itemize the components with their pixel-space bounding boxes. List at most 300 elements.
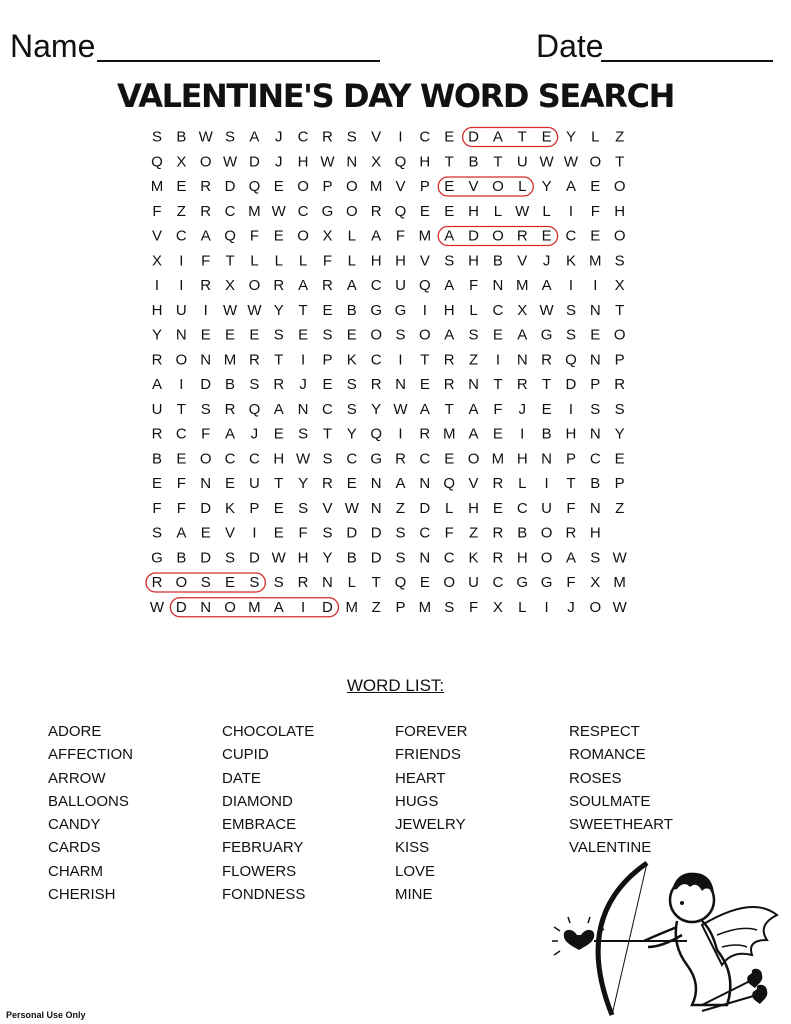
grid-letter[interactable]: I (252, 524, 257, 542)
grid-letter[interactable]: E (273, 227, 284, 245)
grid-letter[interactable]: A (492, 128, 503, 146)
grid-letter[interactable]: N (370, 475, 382, 492)
grid-letter[interactable]: S (200, 400, 211, 418)
grid-letter[interactable]: Q (224, 227, 236, 245)
grid-letter[interactable]: C (492, 574, 504, 591)
grid-letter[interactable]: S (346, 128, 357, 146)
grid-letter[interactable]: P (614, 351, 625, 369)
grid-letter[interactable]: E (176, 178, 187, 195)
grid-letter[interactable]: S (298, 499, 309, 517)
grid-letter[interactable]: D (248, 153, 260, 171)
grid-letter[interactable]: I (568, 202, 574, 220)
grid-letter[interactable]: W (271, 202, 286, 220)
grid-letter[interactable]: H (297, 153, 309, 171)
grid-letter[interactable]: C (589, 450, 601, 468)
grid-letter[interactable]: N (346, 153, 358, 171)
grid-letter[interactable]: F (444, 524, 454, 542)
grid-letter[interactable]: O (467, 450, 480, 468)
grid-letter[interactable]: E (419, 574, 430, 591)
grid-letter[interactable]: S (614, 400, 625, 418)
grid-letter[interactable]: T (444, 153, 454, 171)
grid-letter[interactable]: T (444, 400, 454, 418)
grid-letter[interactable]: A (468, 400, 479, 418)
grid-letter[interactable]: H (468, 202, 479, 220)
grid-letter[interactable]: T (371, 574, 381, 591)
grid-letter[interactable]: V (151, 227, 163, 245)
grid-letter[interactable]: E (444, 178, 455, 195)
grid-letter[interactable]: Y (346, 425, 357, 443)
grid-letter[interactable]: D (565, 376, 577, 393)
grid-letter[interactable]: E (614, 450, 625, 468)
grid-letter[interactable]: C (492, 301, 504, 319)
grid-letter[interactable]: M (223, 351, 237, 369)
grid-letter[interactable]: C (419, 128, 431, 146)
grid-letter[interactable]: R (565, 524, 577, 542)
grid-letter[interactable]: O (613, 326, 626, 344)
grid-letter[interactable]: D (200, 499, 212, 517)
grid-letter[interactable]: W (271, 549, 286, 567)
grid-letter[interactable]: E (273, 524, 284, 542)
grid-letter[interactable]: C (443, 549, 455, 567)
grid-letter[interactable]: R (200, 178, 212, 195)
grid-letter[interactable]: N (370, 499, 382, 517)
grid-letter[interactable]: R (492, 475, 504, 492)
grid-letter[interactable]: O (492, 227, 504, 245)
grid-letter[interactable]: X (371, 153, 382, 171)
grid-letter[interactable]: C (346, 450, 358, 468)
grid-letter[interactable]: C (175, 227, 187, 245)
grid-letter[interactable]: E (492, 425, 503, 443)
grid-letter[interactable]: N (297, 400, 309, 418)
grid-letter[interactable]: C (175, 425, 187, 443)
grid-letter[interactable]: F (152, 202, 162, 220)
grid-letter[interactable]: J (299, 376, 307, 393)
grid-letter[interactable]: F (493, 400, 503, 418)
grid-letter[interactable]: S (225, 128, 236, 146)
grid-letter[interactable]: C (297, 202, 309, 220)
grid-letter[interactable]: T (615, 153, 625, 171)
grid-letter[interactable]: W (222, 153, 238, 171)
grid-letter[interactable]: F (590, 202, 600, 220)
grid-letter[interactable]: F (468, 598, 479, 616)
grid-letter[interactable]: T (517, 128, 527, 146)
grid-letter[interactable]: W (393, 400, 408, 418)
grid-letter[interactable]: D (175, 598, 187, 616)
grid-letter[interactable]: C (297, 128, 309, 146)
grid-letter[interactable]: F (176, 475, 186, 492)
grid-letter[interactable]: V (419, 252, 430, 270)
grid-letter[interactable]: T (615, 301, 625, 319)
grid-letter[interactable]: H (468, 499, 479, 517)
grid-letter[interactable]: C (224, 202, 236, 220)
grid-letter[interactable]: D (468, 128, 479, 146)
grid-letter[interactable]: Q (394, 202, 407, 220)
grid-letter[interactable]: F (566, 574, 576, 591)
grid-letter[interactable]: M (613, 574, 626, 591)
grid-letter[interactable]: C (419, 524, 431, 542)
grid-letter[interactable]: K (565, 252, 576, 270)
grid-letter[interactable]: R (516, 376, 528, 393)
grid-letter[interactable]: L (518, 178, 527, 195)
grid-letter[interactable]: I (203, 301, 208, 319)
grid-letter[interactable]: W (149, 598, 165, 616)
grid-letter[interactable]: L (250, 252, 259, 270)
grid-letter[interactable]: N (492, 277, 504, 294)
grid-letter[interactable]: Q (151, 153, 163, 171)
grid-letter[interactable]: E (273, 425, 284, 443)
grid-letter[interactable]: Z (371, 598, 381, 616)
grid-letter[interactable]: H (419, 153, 431, 171)
grid-letter[interactable]: A (395, 475, 406, 492)
grid-letter[interactable]: B (176, 549, 187, 567)
grid-letter[interactable]: R (492, 549, 504, 567)
grid-letter[interactable]: P (322, 178, 333, 195)
grid-letter[interactable]: Y (322, 549, 333, 567)
grid-letter[interactable]: S (298, 425, 309, 443)
grid-letter[interactable]: E (444, 128, 455, 146)
grid-letter[interactable]: K (346, 351, 357, 369)
grid-letter[interactable]: M (345, 598, 359, 616)
grid-letter[interactable]: N (541, 450, 553, 468)
grid-letter[interactable]: R (370, 202, 382, 220)
grid-letter[interactable]: D (224, 178, 236, 195)
grid-letter[interactable]: R (322, 475, 333, 492)
grid-letter[interactable]: R (395, 450, 406, 468)
grid-letter[interactable]: N (468, 376, 479, 393)
grid-letter[interactable]: Q (394, 153, 407, 171)
grid-letter[interactable]: E (590, 326, 601, 344)
grid-letter[interactable]: I (495, 351, 500, 369)
grid-letter[interactable]: X (614, 277, 625, 294)
grid-letter[interactable]: I (301, 351, 306, 369)
grid-letter[interactable]: U (516, 153, 528, 171)
grid-letter[interactable]: E (541, 128, 552, 146)
grid-letter[interactable]: E (225, 475, 236, 492)
grid-letter[interactable]: S (249, 574, 260, 591)
grid-letter[interactable]: E (298, 326, 309, 344)
grid-letter[interactable]: I (398, 351, 403, 369)
grid-letter[interactable]: I (422, 301, 427, 319)
grid-letter[interactable]: I (179, 376, 184, 393)
grid-letter[interactable]: A (200, 227, 211, 245)
grid-letter[interactable]: E (541, 227, 552, 245)
grid-letter[interactable]: S (151, 524, 163, 542)
grid-letter[interactable]: A (419, 400, 430, 418)
grid-letter[interactable]: L (298, 252, 308, 270)
grid-letter[interactable]: T (225, 252, 235, 270)
grid-letter[interactable]: W (563, 153, 579, 171)
grid-letter[interactable]: O (248, 277, 261, 294)
grid-letter[interactable]: L (445, 499, 454, 517)
grid-letter[interactable]: E (590, 178, 601, 195)
grid-letter[interactable]: A (225, 425, 236, 443)
grid-letter[interactable]: E (273, 178, 284, 195)
grid-letter[interactable]: B (151, 450, 163, 468)
grid-letter[interactable]: M (491, 450, 505, 468)
grid-letter[interactable]: A (273, 598, 284, 616)
grid-letter[interactable]: R (273, 277, 285, 294)
grid-letter[interactable]: E (419, 376, 430, 393)
grid-letter[interactable]: Q (248, 178, 261, 195)
grid-letter[interactable]: G (370, 301, 382, 319)
grid-letter[interactable]: Q (419, 277, 431, 294)
grid-letter[interactable]: H (443, 301, 455, 319)
grid-letter[interactable]: J (567, 598, 575, 616)
grid-letter[interactable]: W (320, 153, 335, 171)
grid-letter[interactable]: A (444, 277, 455, 294)
grid-letter[interactable]: S (200, 574, 211, 591)
grid-letter[interactable]: T (566, 475, 576, 492)
grid-letter[interactable]: L (469, 301, 478, 319)
grid-letter[interactable]: A (371, 227, 382, 245)
grid-letter[interactable]: R (151, 574, 163, 591)
grid-letter[interactable]: Y (151, 326, 163, 344)
grid-letter[interactable]: E (200, 326, 211, 344)
grid-letter[interactable]: W (515, 202, 530, 220)
grid-letter[interactable]: M (248, 598, 261, 616)
grid-letter[interactable]: I (593, 277, 598, 294)
grid-letter[interactable]: A (541, 277, 552, 294)
grid-letter[interactable]: H (395, 252, 406, 270)
grid-letter[interactable]: T (322, 425, 333, 443)
grid-letter[interactable]: A (151, 376, 163, 393)
grid-letter[interactable]: Z (395, 499, 406, 517)
grid-letter[interactable]: C (248, 450, 260, 468)
grid-letter[interactable]: I (398, 128, 403, 146)
grid-letter[interactable]: J (275, 128, 283, 146)
grid-letter[interactable]: H (297, 549, 309, 567)
grid-letter[interactable]: E (444, 202, 455, 220)
grid-letter[interactable]: C (224, 450, 236, 468)
grid-letter[interactable]: S (468, 326, 479, 344)
grid-letter[interactable]: G (540, 326, 553, 344)
grid-letter[interactable]: F (566, 499, 576, 517)
grid-letter[interactable]: L (347, 227, 356, 245)
grid-letter[interactable]: A (468, 425, 479, 443)
grid-letter[interactable]: X (590, 574, 601, 591)
grid-letter[interactable]: B (468, 153, 479, 171)
grid-letter[interactable]: L (347, 574, 356, 591)
grid-letter[interactable]: L (591, 128, 600, 146)
grid-letter[interactable]: S (273, 326, 284, 344)
grid-letter[interactable]: S (614, 252, 625, 270)
grid-letter[interactable]: O (175, 574, 188, 591)
grid-letter[interactable]: O (613, 227, 626, 245)
grid-letter[interactable]: R (297, 574, 309, 591)
grid-letter[interactable]: V (371, 128, 382, 146)
grid-letter[interactable]: Z (468, 351, 479, 369)
grid-letter[interactable]: A (273, 400, 284, 418)
grid-letter[interactable]: X (517, 301, 528, 319)
grid-letter[interactable]: H (565, 425, 577, 443)
grid-letter[interactable]: Y (298, 475, 309, 492)
grid-letter[interactable]: W (344, 499, 359, 517)
grid-letter[interactable]: P (565, 450, 576, 468)
grid-letter[interactable]: W (222, 301, 238, 319)
grid-letter[interactable]: V (517, 252, 528, 270)
grid-letter[interactable]: T (420, 351, 430, 369)
grid-letter[interactable]: E (590, 227, 601, 245)
grid-letter[interactable]: T (176, 400, 186, 418)
grid-letter[interactable]: O (345, 202, 358, 220)
grid-letter[interactable]: W (539, 153, 554, 171)
grid-letter[interactable]: E (249, 326, 260, 344)
grid-letter[interactable]: F (468, 277, 479, 294)
grid-letter[interactable]: T (274, 351, 284, 369)
grid-letter[interactable]: Y (614, 425, 625, 443)
grid-letter[interactable]: B (517, 524, 528, 542)
grid-letter[interactable]: U (151, 400, 163, 418)
grid-letter[interactable]: R (541, 351, 553, 369)
grid-letter[interactable]: W (612, 598, 627, 616)
grid-letter[interactable]: C (419, 450, 431, 468)
grid-letter[interactable]: S (395, 549, 406, 567)
grid-letter[interactable]: F (201, 252, 211, 270)
grid-letter[interactable]: F (395, 227, 406, 245)
grid-letter[interactable]: P (419, 178, 430, 195)
grid-letter[interactable]: F (249, 227, 259, 245)
grid-letter[interactable]: G (540, 574, 553, 591)
grid-letter[interactable]: V (322, 499, 333, 517)
grid-letter[interactable]: M (589, 252, 602, 270)
grid-letter[interactable]: G (516, 574, 529, 591)
grid-letter[interactable]: B (225, 376, 236, 393)
grid-letter[interactable]: B (492, 252, 503, 270)
grid-letter[interactable]: C (516, 499, 528, 517)
grid-letter[interactable]: W (247, 301, 262, 319)
grid-letter[interactable]: S (151, 128, 163, 146)
grid-letter[interactable]: V (468, 178, 479, 195)
grid-letter[interactable]: Y (565, 128, 576, 146)
grid-letter[interactable]: N (419, 549, 431, 567)
grid-letter[interactable]: E (346, 326, 357, 344)
grid-letter[interactable]: A (249, 128, 260, 146)
grid-letter[interactable]: T (298, 301, 308, 319)
grid-letter[interactable]: O (589, 598, 602, 616)
grid-letter[interactable]: T (493, 376, 503, 393)
grid-letter[interactable]: S (395, 326, 406, 344)
grid-letter[interactable]: R (322, 277, 333, 294)
grid-letter[interactable]: I (154, 277, 160, 294)
grid-letter[interactable]: F (322, 252, 333, 270)
grid-letter[interactable]: R (443, 376, 455, 393)
grid-letter[interactable]: K (468, 549, 479, 567)
grid-letter[interactable]: O (370, 326, 382, 344)
grid-letter[interactable]: Y (273, 301, 284, 319)
grid-letter[interactable]: O (297, 178, 309, 195)
grid-letter[interactable]: R (443, 351, 455, 369)
grid-letter[interactable]: H (614, 202, 626, 220)
grid-letter[interactable]: E (200, 524, 211, 542)
grid-letter[interactable]: J (275, 153, 283, 171)
grid-letter[interactable]: R (151, 351, 163, 369)
grid-letter[interactable]: B (346, 549, 357, 567)
grid-letter[interactable]: C (322, 400, 333, 418)
grid-letter[interactable]: Y (541, 178, 552, 195)
grid-letter[interactable]: L (518, 598, 527, 616)
grid-letter[interactable]: O (199, 450, 212, 468)
grid-letter[interactable]: X (492, 598, 503, 616)
grid-letter[interactable]: E (492, 326, 503, 344)
grid-letter[interactable]: O (540, 549, 553, 567)
grid-letter[interactable]: V (395, 178, 406, 195)
grid-letter[interactable]: N (419, 475, 431, 492)
grid-letter[interactable]: O (540, 524, 553, 542)
grid-letter[interactable]: W (612, 549, 627, 567)
grid-letter[interactable]: V (225, 524, 236, 542)
grid-letter[interactable]: B (590, 475, 601, 492)
grid-letter[interactable]: P (322, 351, 333, 369)
grid-letter[interactable]: W (539, 301, 554, 319)
grid-letter[interactable]: H (516, 549, 528, 567)
grid-letter[interactable]: C (565, 227, 577, 245)
grid-letter[interactable]: N (589, 351, 601, 369)
grid-letter[interactable]: L (274, 252, 283, 270)
grid-letter[interactable]: R (224, 400, 236, 418)
grid-letter[interactable]: P (249, 499, 260, 517)
grid-letter[interactable]: I (179, 277, 184, 294)
grid-letter[interactable]: Q (394, 574, 407, 591)
grid-letter[interactable]: D (200, 549, 212, 567)
grid-letter[interactable]: S (565, 326, 576, 344)
grid-letter[interactable]: Z (615, 128, 625, 146)
grid-letter[interactable]: A (444, 227, 455, 245)
grid-letter[interactable]: R (273, 376, 285, 393)
grid-letter[interactable]: N (200, 598, 212, 616)
grid-letter[interactable]: S (590, 400, 601, 418)
grid-letter[interactable]: G (394, 301, 407, 319)
grid-letter[interactable]: M (418, 227, 432, 245)
grid-letter[interactable]: U (395, 277, 406, 294)
grid-letter[interactable]: F (201, 425, 211, 443)
grid-letter[interactable]: A (517, 326, 528, 344)
grid-letter[interactable]: U (175, 301, 187, 319)
grid-letter[interactable]: B (176, 128, 187, 146)
grid-letter[interactable]: B (541, 425, 552, 443)
grid-letter[interactable]: N (322, 574, 333, 591)
grid-letter[interactable]: Q (370, 425, 382, 443)
grid-letter[interactable]: R (370, 376, 382, 393)
grid-letter[interactable]: R (322, 128, 333, 146)
grid-letter[interactable]: R (200, 277, 212, 294)
grid-letter[interactable]: Q (248, 400, 261, 418)
grid-letter[interactable]: H (273, 450, 285, 468)
grid-letter[interactable]: E (346, 475, 357, 492)
grid-letter[interactable]: A (176, 524, 187, 542)
grid-letter[interactable]: S (590, 549, 601, 567)
grid-letter[interactable]: S (565, 301, 576, 319)
grid-letter[interactable]: O (419, 326, 431, 344)
grid-letter[interactable]: S (322, 450, 333, 468)
grid-letter[interactable]: E (151, 475, 163, 492)
grid-letter[interactable]: X (225, 277, 236, 294)
grid-letter[interactable]: M (442, 425, 456, 443)
grid-letter[interactable]: E (419, 202, 430, 220)
grid-letter[interactable]: R (200, 202, 212, 220)
grid-letter[interactable]: H (468, 252, 479, 270)
grid-letter[interactable]: H (516, 450, 528, 468)
grid-letter[interactable]: X (176, 153, 187, 171)
grid-letter[interactable]: L (518, 475, 527, 492)
grid-letter[interactable]: O (492, 178, 504, 195)
grid-letter[interactable]: A (565, 178, 576, 195)
grid-letter[interactable]: X (151, 252, 163, 270)
grid-letter[interactable]: R (492, 524, 504, 542)
grid-letter[interactable]: O (199, 153, 212, 171)
grid-letter[interactable]: O (175, 351, 188, 369)
grid-letter[interactable]: O (613, 178, 626, 195)
grid-letter[interactable]: B (346, 301, 357, 319)
